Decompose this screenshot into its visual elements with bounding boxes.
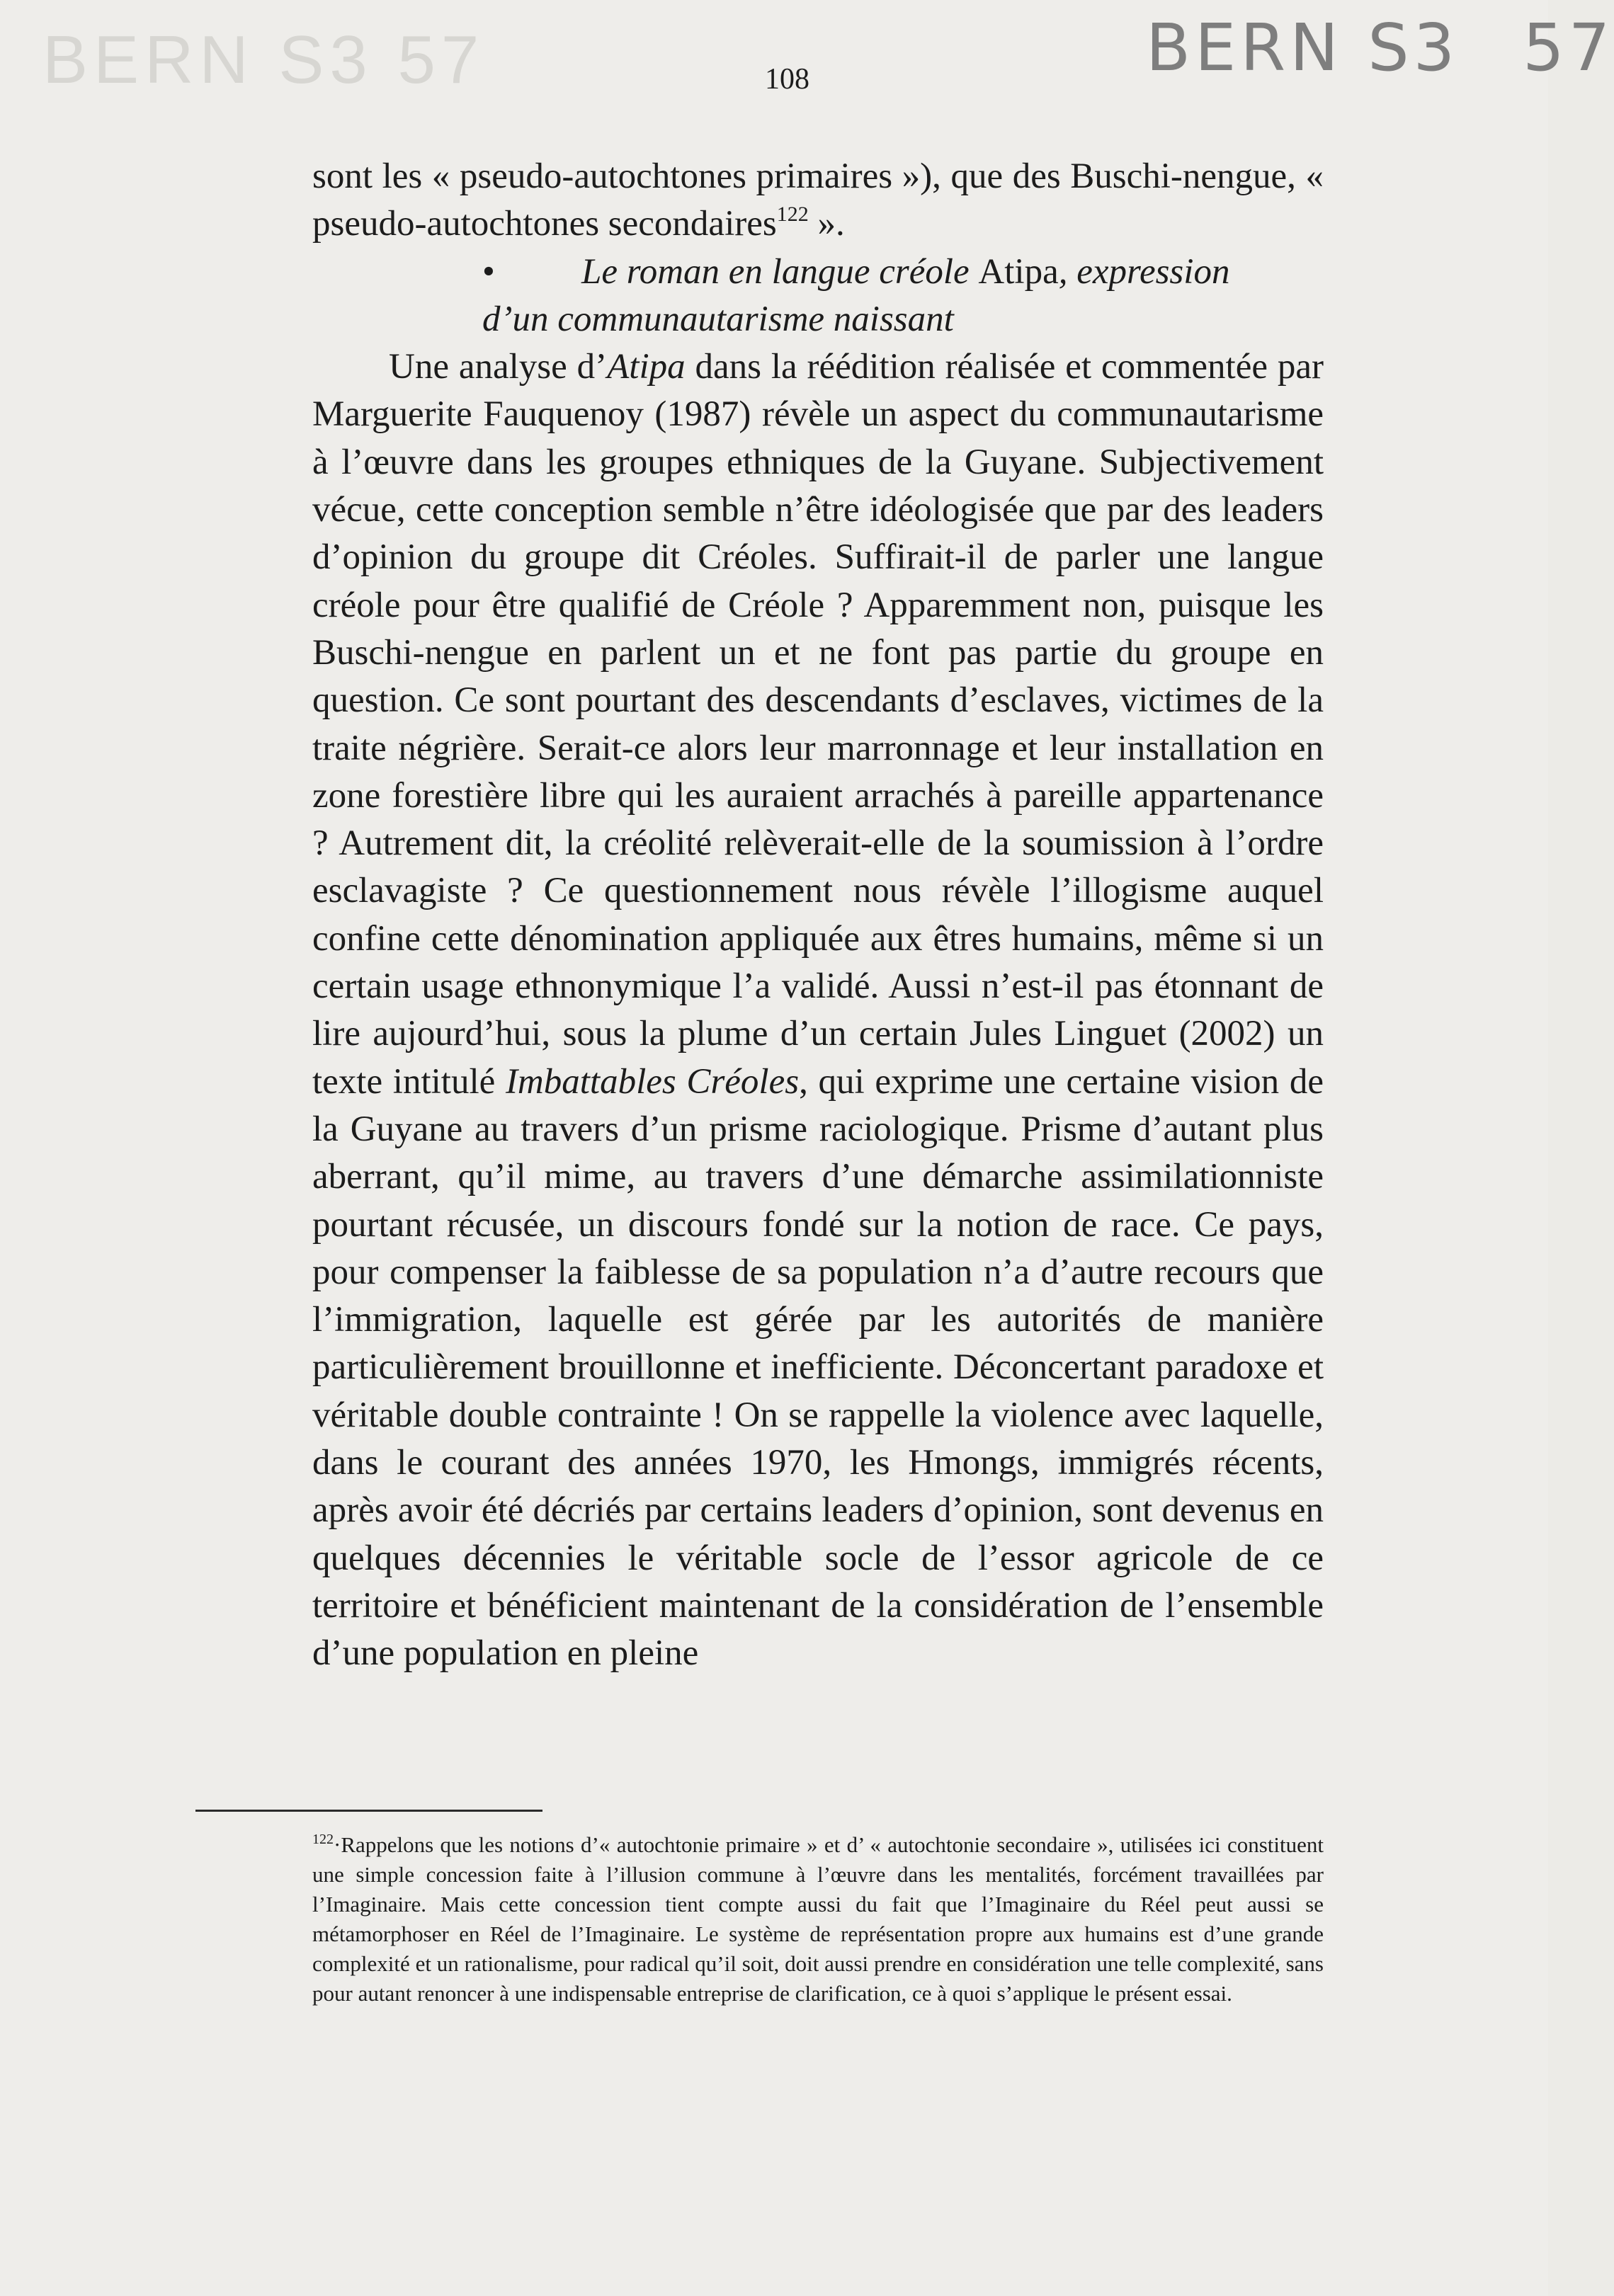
body-text	[312, 153, 1324, 1678]
book-title: Imbattables Créoles	[505, 1061, 800, 1102]
archive-code: BERN S3	[1146, 10, 1460, 86]
archive-stamp	[1146, 10, 1614, 86]
footnote-text: ·Rappelons que les notions d’« autochtonie primaire » et d’ « autochtonie secondaire », utilisées ici constituent une simple concession faite à l’illusion commune à l’œuvre dans les mentalités, forcément travaillées par l’Imaginaire. Mais cette concession tient compte aussi du fait que l’Imaginaire du Réel peut aussi se métamorphoser en Réel de l’Imaginaire. Le système de représentation propre aux humains est d’une grande complexité et un rationalisme, pour radical qu’il soit, doit aussi prendre en considération une telle complexité, sans pour autant renoncer à une indispensable entreprise de clarification, ce à quoi s’applique le présent essai.	[312, 1832, 1324, 2006]
bleed-through-mark: BERN S3 57	[42, 22, 485, 98]
footnote	[312, 1830, 1324, 2009]
main-paragraph: Une analyse d’Atipa dans la réédition réalisée et commentée par Marguerite Fauquenoy (1987) révèle un aspect du communautarisme à l’œuvre dans les groupes ethniques de la Guyane. Subjectivement vécue, cette conception semble n’être idéologisée que par des leaders d’opinion du groupe dit Créoles. Suffirait-il de parler une langue créole pour être qualifié de Créole ? Apparemment non, puisque les Buschi-nengue en parlent un et ne font pas partie du groupe en question. Ce sont pourtant des descendants d’esclaves, victimes de la traite négrière. Serait-ce alors leur marronnage et leur installation en zone forestière libre qui les auraient arrachés à pareille appartenance ? Autrement dit, la créolité relèverait-elle de la soumission à l’ordre esclavagiste ? Ce questionnement nous révèle l’illogisme auquel confine cette dénomination appliquée aux êtres humains, même si un certain usage ethnonymique l’a validé. Aussi n’est-il pas étonnant de lire aujourd’hui, sous la plume d’un certain Jules Linguet (2002) un texte intitulé Imbattables Créoles, qui exprime une certaine vision de la Guyane au travers d’un prisme raciologique. Prisme d’autant plus aberrant, qu’il mime, au travers d’une démarche assimilationniste pourtant récusée, un discours fondé sur la notion de race. Ce pays, pour compenser la faiblesse de sa population n’a d’autre recours que l’immigration, laquelle est gérée par les autorités de manière particulièrement brouillonne et inefficiente. Déconcertant paradoxe et véritable double contrainte ! On se rappelle la violence avec laquelle, dans le courant des années 1970, les Hmongs, immigrés récents, après avoir été décriés par certains leaders d’opinion, sont devenus en quelques décennies le véritable socle de l’essor agricole de ce territoire et bénéficient maintenant de la considération de l’ensemble d’une population en pleine	[312, 347, 1324, 1674]
continuation-paragraph: sont les « pseudo-autochtones primaires »), que des Buschi-nengue, « pseudo-autochtones secondaires$^{122}$ ».	[312, 156, 1324, 244]
bullet-icon: •	[482, 251, 495, 292]
heading-line-2: d’un communautarisme naissant	[482, 299, 954, 339]
page-number: 108	[765, 63, 809, 96]
book-title: Atipa	[607, 347, 686, 387]
footnote-divider	[195, 1810, 542, 1812]
footnote-ref: 122	[776, 202, 809, 227]
section-heading	[312, 249, 1324, 344]
heading-line-1: Le roman en langue créole Atipa, expression	[581, 251, 1230, 292]
footnote-number: 122	[312, 1832, 334, 1847]
archive-number: 57	[1523, 10, 1614, 86]
